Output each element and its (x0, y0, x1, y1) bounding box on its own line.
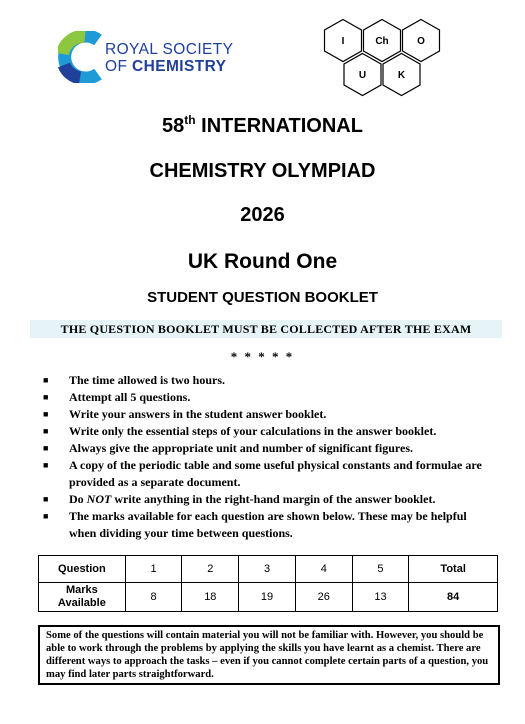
instruction-item: ■ Always give the appropriate unit and number of significant figures. (43, 441, 414, 455)
marks-value: 26 (295, 583, 352, 612)
title-line-2: CHEMISTRY OLYMPIAD (149, 160, 376, 182)
stars-separator: * * * * * (230, 349, 295, 364)
square-bullet-icon: ■ (43, 375, 49, 385)
marks-value: 18 (182, 583, 239, 612)
rsc-c-icon (58, 31, 104, 83)
guidance-note-box: Some of the questions will contain material you will not be familiar with. However, you should be able to work through the problems by applying the skills you have learnt as a chemist. There are different ways to approach the tasks – even if you cannot complete certain parts of a question, you may find later parts straightforward. (38, 625, 500, 685)
instruction-item: ■ A copy of the periodic table and some useful physical constants and formulae are provided as a separate document. (43, 458, 482, 489)
hex-label-k: K (397, 70, 406, 81)
square-bullet-icon: ■ (43, 511, 49, 521)
instruction-item: ■ The time allowed is two hours. (43, 373, 225, 387)
square-bullet-icon: ■ (43, 494, 49, 504)
question-number: 3 (239, 556, 296, 583)
question-number: 1 (125, 556, 182, 583)
marks-table (38, 555, 498, 612)
square-bullet-icon: ■ (43, 409, 49, 419)
collection-notice-banner: THE QUESTION BOOKLET MUST BE COLLECTED AFTER THE EXAM (30, 320, 502, 338)
marks-available-header: Marks Available (39, 583, 126, 612)
hex-label-ch: Ch (375, 36, 389, 47)
instruction-item: ■ Do NOT write anything in the right-hand margin of the answer booklet. (43, 492, 436, 506)
question-number: 4 (295, 556, 352, 583)
question-header: Question (39, 556, 126, 583)
title-line-1: 58th INTERNATIONAL (162, 113, 363, 137)
square-bullet-icon: ■ (43, 392, 49, 402)
hex-label-u: U (358, 70, 367, 81)
booklet-title: STUDENT QUESTION BOOKLET (147, 289, 378, 306)
question-number: 5 (352, 556, 409, 583)
instruction-item: ■ The marks available for each question are shown below. These may be helpful when dividing your time between questions. (43, 509, 467, 540)
hex-label-i: I (341, 36, 345, 47)
question-number: 2 (182, 556, 239, 583)
square-bullet-icon: ■ (43, 426, 49, 436)
instructions-list (43, 372, 493, 542)
instruction-item: ■ Write your answers in the student answer booklet. (43, 407, 327, 421)
marks-total: 84 (409, 583, 498, 612)
rsc-logo (58, 31, 258, 91)
rsc-logo-text (105, 41, 233, 75)
icho-uk-hexagon-logo (322, 18, 442, 104)
marks-value: 19 (239, 583, 296, 612)
table-row-questions (39, 556, 498, 583)
hex-label-o: O (417, 36, 425, 47)
logo-line-2: OF CHEMISTRY (105, 58, 227, 75)
instruction-item: ■ Write only the essential steps of your calculations in the answer booklet. (43, 424, 437, 438)
instruction-item: ■ Attempt all 5 questions. (43, 390, 191, 404)
table-row-marks (39, 583, 498, 612)
total-header: Total (409, 556, 498, 583)
title-round: UK Round One (187, 250, 338, 273)
logo-line-1: ROYAL SOCIETY (105, 41, 234, 58)
marks-value: 8 (125, 583, 182, 612)
square-bullet-icon: ■ (43, 460, 49, 470)
title-year: 2026 (240, 204, 285, 226)
square-bullet-icon: ■ (43, 443, 49, 453)
marks-value: 13 (352, 583, 409, 612)
